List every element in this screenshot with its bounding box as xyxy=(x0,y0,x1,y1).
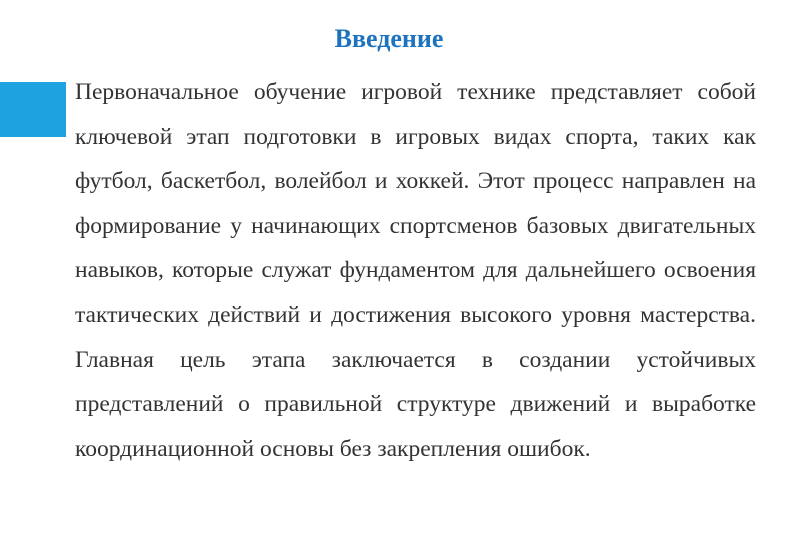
page-title: Введение xyxy=(334,24,444,53)
intro-paragraph: Первоначальное обучение игровой технике представляет собой ключевой этап подготовки в игровых видах спорта, таких как футбол, баскетбол, волейбол и хоккей. Этот процесс направлен на формирование у начинающих спортсменов базовых двигательных навыков, которые служат фундаментом для дальнейшего освоения тактических действий и достижения высокого уровня мастерства. Главная цель этапа заключается в создании устойчивых представлений о правильной структуре движений и выработке координационной основы без закрепления ошибок. xyxy=(75,79,756,462)
accent-block xyxy=(0,82,66,137)
